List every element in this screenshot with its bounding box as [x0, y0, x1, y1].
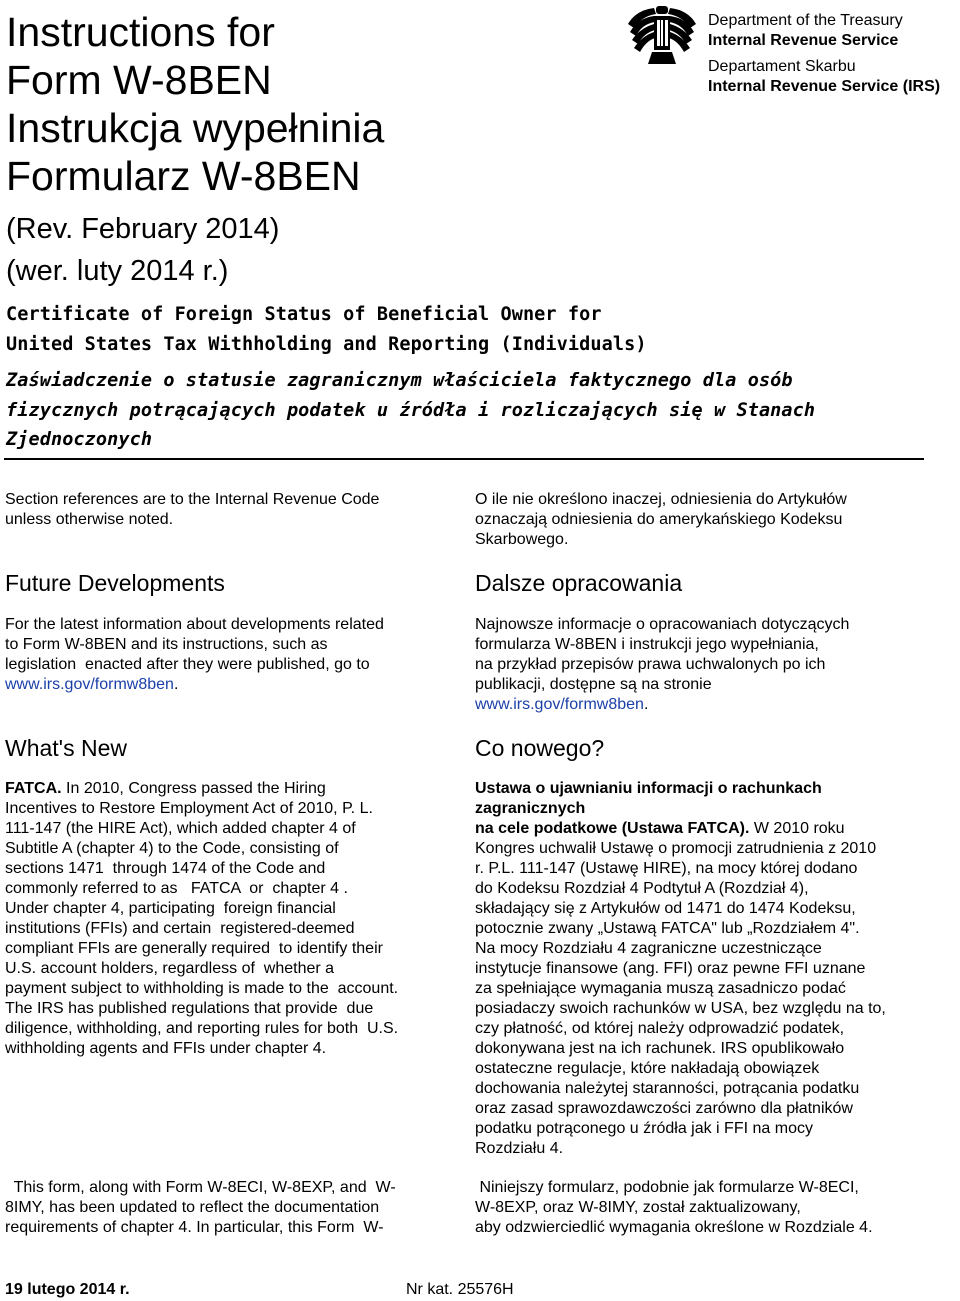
fatca-line: compliant FFIs are generally required to identify their [5, 940, 383, 957]
future-developments-text [5, 615, 445, 695]
future-developments-heading: Future Developments [5, 570, 225, 596]
fatca-line: instytucje finansowe (ang. FFI) oraz pewne FFI uznane [475, 960, 866, 977]
cert-pl-line: fizycznych potrącających podatek u źródła i rozliczających się w Stanach [6, 399, 816, 421]
future-developments-text-pl [475, 615, 935, 715]
form-line: aby odzwierciedlić wymagania określone w Rozdziale 4. [475, 1219, 873, 1236]
fatca-line: U.S. account holders, regardless of whether a [5, 960, 335, 977]
fatca-line: r. P.L. 111-147 (Ustawę HIRE), na mocy której dodano [475, 860, 858, 877]
fatca-line: podatku potrąconego u źródła jak i FFI na mocy [475, 1120, 813, 1137]
fatca-line: składający się z Artykułów od 1471 do 1474 Kodeksu, [475, 900, 856, 917]
fatca-line: sections 1471 through 1474 of the Code and [5, 860, 326, 877]
fatca-line: ostateczne regulacje, które nakładają obowiązek [475, 1060, 820, 1077]
fatca-line: Kongres uchwalił Ustawę o promocji zatrudnienia z 2010 [475, 840, 877, 857]
revision-date-pl: (wer. luty 2014 r.) [6, 255, 229, 287]
fatca-line: institutions (FFIs) and certain registered-deemed [5, 920, 355, 937]
agency-dept-en: Department of the Treasury [708, 12, 903, 29]
footer-catalog-number: Nr kat. 25576H [406, 1281, 514, 1298]
cert-en-line: United States Tax Withholding and Reporting (Individuals) [6, 333, 647, 355]
agency-block [708, 11, 940, 97]
fatca-bold-line: Ustawa o ujawnianiu informacji o rachunkach [475, 780, 822, 797]
certificate-title-en [6, 300, 926, 359]
future-line: For the latest information about developments related [5, 616, 384, 633]
form-line: This form, along with Form W-8ECI, W-8EXP, and W- [5, 1179, 396, 1196]
fatca-line: dochowania należytej staranności, potrącania podatku [475, 1080, 860, 1097]
fatca-line: za spełniające wymagania muszą zasadniczo podać [475, 980, 846, 997]
title-line: Instrukcja wypełninia [6, 105, 385, 151]
irs-eagle-logo [626, 4, 698, 68]
cert-pl-line: Zjednoczonych [6, 429, 153, 450]
irs-link-en[interactable]: www.irs.gov/formw8ben [5, 676, 174, 693]
future-line: Najnowsze informacje o opracowaniach dotyczących [475, 616, 850, 633]
fatca-line: diligence, withholding, and reporting rules for both U.S. [5, 1020, 399, 1037]
footer-date: 19 lutego 2014 r. [5, 1281, 130, 1298]
fatca-text-pl [475, 779, 935, 1159]
fatca-line: do Kodeksu Rozdział 4 Podtytuł A (Rozdział 4), [475, 880, 809, 897]
future-developments-heading-pl: Dalsze opracowania [475, 570, 683, 596]
fatca-line: czy płatność, od której należy odprowadzić podatek, [475, 1020, 845, 1037]
form-line: W-8EXP, oraz W-8IMY, został zaktualizowany, [475, 1199, 801, 1216]
future-line: legislation enacted after they were published, go to [5, 656, 370, 673]
whats-new-heading-pl: Co nowego? [475, 735, 605, 761]
fatca-label-pl: na cele podatkowe (Ustawa FATCA). [475, 820, 750, 837]
fatca-line: payment subject to withholding is made to the account. [5, 980, 399, 997]
title-line: Form W-8BEN [6, 57, 272, 103]
intro-pl [475, 490, 935, 550]
future-line: publikacji, dostępne są na stronie [475, 676, 712, 693]
form-update-text-pl [475, 1178, 935, 1238]
fatca-line: posiadaczy swoich rachunków w USA, bez względu na to, [475, 1000, 886, 1017]
agency-dept-pl: Departament Skarbu [708, 58, 856, 75]
revision-date-en: (Rev. February 2014) [6, 213, 280, 245]
title-line: Instructions for [6, 9, 275, 55]
fatca-line: The IRS has published regulations that provide due [5, 1000, 374, 1017]
intro-line: unless otherwise noted. [5, 511, 174, 528]
intro-line: Skarbowego. [475, 531, 569, 548]
fatca-line: 111-147 (the HIRE Act), which added chapter 4 of [5, 820, 356, 837]
agency-irs-pl: Internal Revenue Service (IRS) [708, 78, 941, 95]
certificate-title-pl [6, 366, 926, 455]
document-title [6, 8, 384, 200]
fatca-line: Na mocy Rozdziału 4 zagraniczne uczestniczące [475, 940, 822, 957]
link-period: . [173, 676, 179, 693]
cert-en-line: Certificate of Foreign Status of Beneficial Owner for [6, 304, 602, 325]
title-line: Formularz W-8BEN [6, 153, 361, 199]
cert-pl-line: Zaświadczenie o statusie zagranicznym właściciela faktycznego dla osób [6, 370, 793, 391]
fatca-line: Subtitle A (chapter 4) to the Code, consisting of [5, 840, 339, 857]
future-line: formularza W-8BEN i instrukcji jego wypełniania, [475, 636, 819, 653]
fatca-line: withholding agents and FFIs under chapter 4. [5, 1040, 327, 1057]
fatca-line: Under chapter 4, participating foreign financial [5, 900, 336, 917]
intro-line: Section references are to the Internal Revenue Code [5, 491, 380, 508]
whats-new-heading: What's New [5, 735, 127, 761]
fatca-line: oraz zasad sprawozdawczości zarówno dla płatników [475, 1100, 853, 1117]
fatca-text-en [5, 779, 445, 1059]
header-divider [4, 458, 924, 460]
irs-link-pl[interactable]: www.irs.gov/formw8ben [475, 696, 644, 713]
intro-line: O ile nie określono inaczej, odniesienia do Artykułów [475, 491, 847, 508]
form-line: Niniejszy formularz, podobnie jak formularze W-8ECI, [475, 1179, 859, 1196]
intro-line: oznaczają odniesienia do amerykańskiego Kodeksu [475, 511, 843, 528]
intro-en [5, 490, 445, 530]
form-update-text-en [5, 1178, 445, 1238]
fatca-line: W 2010 roku [749, 820, 845, 837]
fatca-line: Rozdziału 4. [475, 1140, 564, 1157]
form-line: requirements of chapter 4. In particular, this Form W- [5, 1219, 384, 1236]
fatca-line: In 2010, Congress passed the Hiring [61, 780, 326, 797]
future-line: na przykład przepisów prawa uchwalonych po ich [475, 656, 826, 673]
fatca-bold-line: zagranicznych [475, 800, 586, 817]
form-line: 8IMY, has been updated to reflect the documentation [5, 1199, 380, 1216]
future-line: to Form W-8BEN and its instructions, such as [5, 636, 328, 653]
agency-irs-en: Internal Revenue Service [708, 32, 899, 49]
fatca-label: FATCA. [5, 780, 62, 797]
fatca-line: commonly referred to as FATCA or chapter 4 . [5, 880, 348, 897]
fatca-line: potocznie zwany „Ustawą FATCA" lub „Rozdziałem 4". [475, 920, 860, 937]
fatca-line: dokonywana jest na ich rachunek. IRS opublikowało [475, 1040, 845, 1057]
link-period: . [643, 696, 649, 713]
fatca-line: Incentives to Restore Employment Act of 2010, P. L. [5, 800, 373, 817]
